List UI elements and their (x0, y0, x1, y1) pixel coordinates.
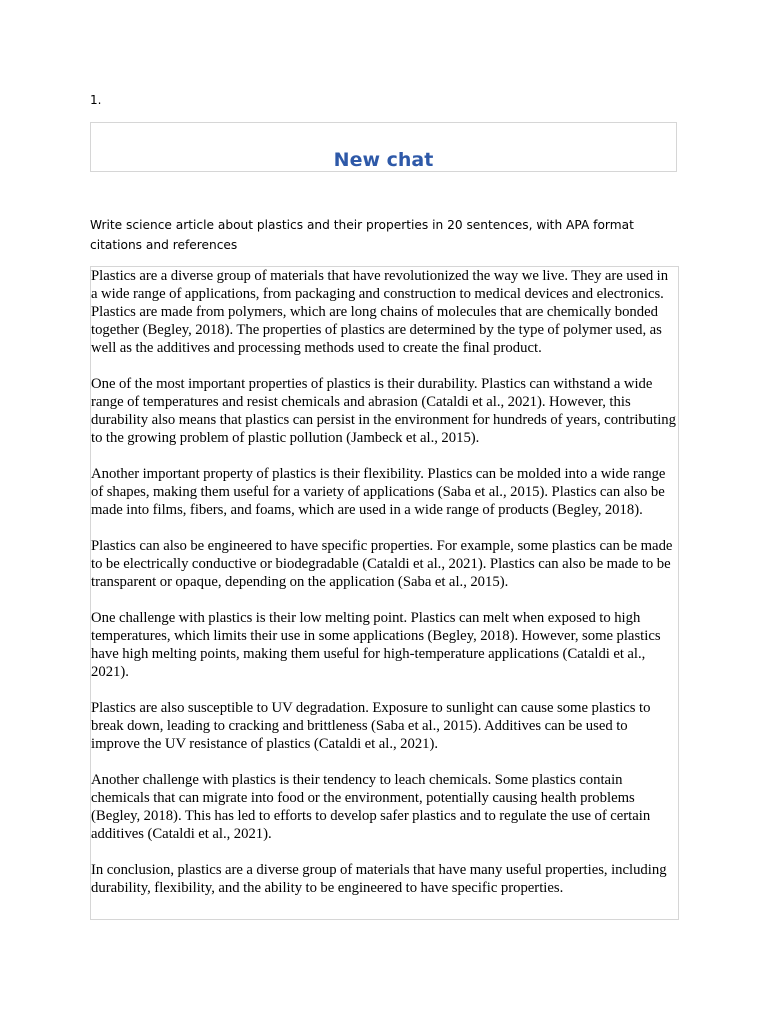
answer-paragraph: Plastics can also be engineered to have specific properties. For example, some plastics can be made to be electrically conductive or biodegradable (Cataldi et al., 2021). Plastics can also be made to be transparent or opaque, depending on the application (Saba et al., 2015). (91, 538, 673, 590)
answer-paragraph: One of the most important properties of plastics is their durability. Plastics can withstand a wide range of temperatures and resist chemicals and abrasion (Cataldi et al., 2021). However, this durability also means that plastics can persist in the environment for hundreds of years, contributing to the growing problem of plastic pollution (Jambeck et al., 2015). (91, 376, 676, 446)
answer-box (90, 266, 679, 920)
answer-paragraph: One challenge with plastics is their low melting point. Plastics can melt when exposed to high temperatures, which limits their use in some applications (Begley, 2018). However, some plastics have high melting points, making them useful for high-temperature applications (Cataldi et al., 2021). (91, 610, 661, 680)
prompt-text: Write science article about plastics and their properties in 20 sentences, with APA format citations and references (90, 218, 634, 252)
answer-paragraph: Plastics are a diverse group of materials that have revolutionized the way we live. They are used in a wide range of applications, from packaging and construction to medical devices and electronics. Plastics are made from polymers, which are long chains of molecules that are chemically bonded together (Begley, 2018). The properties of plastics are determined by the type of polymer used, as well as the additives and processing methods used to create the final product. (91, 268, 669, 356)
list-number: 1. (90, 93, 102, 107)
answer-paragraph: Another important property of plastics is their flexibility. Plastics can be molded into a wide range of shapes, making them useful for a variety of applications (Saba et al., 2015). Plastics can also be made into films, fibers, and foams, which are used in a wide range of products (Begley, 2018). (91, 466, 666, 518)
page-title: New chat (333, 149, 434, 171)
answer-paragraph: Another challenge with plastics is their tendency to leach chemicals. Some plastics contain chemicals that can migrate into food or the environment, potentially causing health problems (Begley, 2018). This has led to efforts to develop safer plastics and to regulate the use of certain additives (Cataldi et al., 2021). (91, 772, 651, 842)
answer-paragraph: Plastics are also susceptible to UV degradation. Exposure to sunlight can cause some plastics to break down, leading to cracking and brittleness (Saba et al., 2015). Additives can be used to improve the UV resistance of plastics (Cataldi et al., 2021). (91, 700, 651, 752)
title-box (90, 122, 677, 172)
answer-paragraph: In conclusion, plastics are a diverse group of materials that have many useful properties, including durability, flexibility, and the ability to be engineered to have specific properties. (91, 862, 667, 896)
